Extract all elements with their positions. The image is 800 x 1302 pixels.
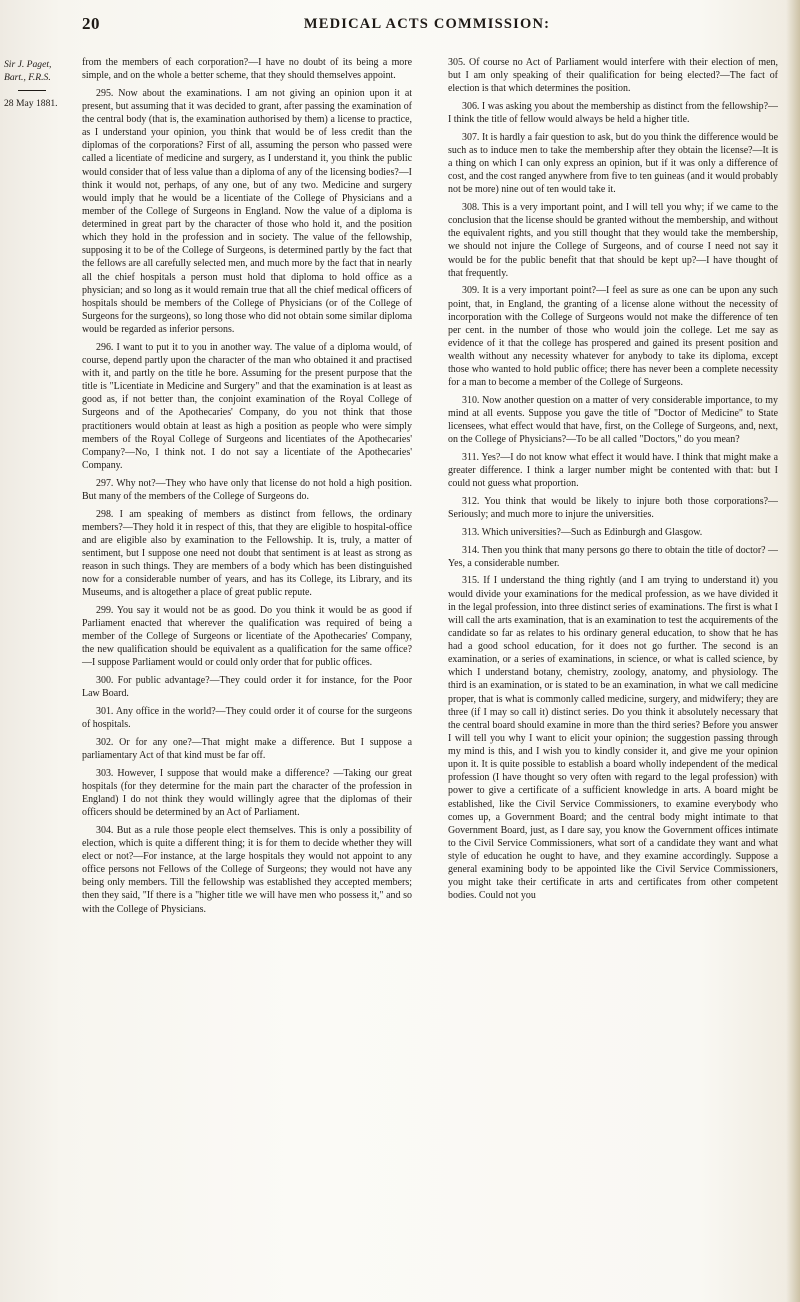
paragraph: 296. I want to put it to you in another way. The value of a diploma would, of course, depend partly upon the character of the man who obtained it and practised with it, and partly on the title he bore. Assuming for the present purpose that the title is "Licentiate in Medicine and Surgery" and that the examination is at least as good as, if not better than, the conjoint examination of the Royal College of Surgeons and of the Apothecaries' Company, do you not think that those practitioners would obtain at least as high a position as people who were simply members of the Royal College of Surgeons and licentiates of the Apothecaries' Company?—No, I think not. I do not say a licentiate of the Apothecaries' Company. [82, 341, 412, 471]
right-column [448, 56, 778, 903]
paragraph: 315. If I understand the thing rightly (and I am trying to understand it) you would divide your examinations for the medical profession, as we have divided it in the legal profession, into three distinct series of examinations. The first is what I will call the arts examination, that is an examination to test the acquirements of the candidate so far as relates to his ordinary general education, to show that he has had a good school education, for it does not go further. The second is an examination, or a series of examinations, in science, or what is called science, by which I understand botany, chemistry, zoology, anatomy, and physiology. The third is an examination, or is stated to be an examination, in what we call medicine proper, that is what is commonly called medicine, surgery, and midwifery; they are three (if I may so call it) distinct series. Do you think it absolutely necessary that the central board should examine in more than the third series? Before you answer I will tell you why I want to elicit your opinion; the suggestion passing through my mind is this, and I wish you to kindly consider it, and give me your opinion upon it. It is quite possible to establish a board wholly independent of the medical profession (I have thought so very often with regard to the legal profession) with power to give a certificate of a sufficient knowledge in arts. A board might be established, like the Civil Service Commissioners, to examine everybody who comes up, a Government Board; and the central body might intimate to that Government Board, just, as I dare say, you know the Government offices intimate to the Civil Service Commissioners, what sort of a candidate they want and what style of education he ought to have, and they examine accordingly. Suppose a general examining body to be appointed like the Civil Service Commissioners, you might take their certificate in arts and certificates from other competent bodies. Could not you [448, 575, 778, 902]
witness-name: Sir J. Paget, Bart., F.R.S. [4, 59, 52, 83]
paragraph: 308. This is a very important point, and I will tell you why; if we came to the conclusion that the license should be granted without the membership, and without the equivalent rights, and you still thought that they would take the membership, we should not injure the College of Surgeons, and of course I need not say it would be for the public benefit that that should be kept up?—I have thought of that frequently. [448, 202, 778, 279]
paragraph: 305. Of course no Act of Parliament would interfere with their election of men, but I am only speaking of their qualification for being elected?—The fact of election is that which determines the position. [448, 57, 778, 95]
paragraph: 307. It is hardly a fair question to ask, but do you think the difference would be such as to induce men to take the membership after they obtain the license?—It is a thing on which I can only express an opinion, but if it was only a difference of cost, and the cost ranged anywhere from five to ten guineas (and it would probably not be more) nine out of ten would take it. [448, 131, 778, 196]
left-column [82, 56, 412, 916]
page-header [82, 0, 772, 40]
paragraph: 303. However, I suppose that would make a difference? —Taking our great hospitals (for they determine for the main part the character of the profession in England) I do not think they would willingly agree that the diplomas of their officers should be determined by an Act of Parliament. [82, 767, 412, 819]
margin-note [4, 58, 74, 110]
paragraph: 301. Any office in the world?—They could order it of course for the surgeons of hospitals. [82, 706, 412, 731]
paragraph: 311. Yes?—I do not know what effect it would have. I think that might make a greater difference. I think a larger number might be contented with that: but I could not guess what proportion. [448, 452, 778, 490]
paragraph: 310. Now another question on a matter of very considerable importance, to my mind at all events. Suppose you gave the title of "Doctor of Medicine" to State licensees, what effect would that have, first, on the College of Surgeons, and, next, on the College of Physicians?—To be all called "Doctors," do you mean? [448, 394, 778, 446]
testimony-date: 28 May 1881. [4, 98, 58, 109]
paragraph: 297. Why not?—They who have only that license do not hold a high position. But many of the members of the College of Surgeons do. [82, 477, 412, 502]
running-title: MEDICAL ACTS COMMISSION: [303, 16, 551, 32]
paragraph: 312. You think that would be likely to injure both those corporations?—Seriously; and much more to injure the universities. [448, 496, 778, 521]
paragraph: 302. Or for any one?—That might make a difference. But I suppose a parliamentary Act of that kind must be far off. [82, 736, 412, 761]
paragraph: 295. Now about the examinations. I am not giving an opinion upon it at present, but assuming that it was decided to grant, after passing the examination of the central body (that is, the examination authorised by them) a license to practice, as I understand your opinion, you think that would be of less credit than the diplomas of the corporations? First of all, assuming the person who passed were called a licentiate of medicine and surgery, as I understand it, you think the public would consider that of less value than a diploma of any of the licensing bodies?—I think it would not, perhaps, of any one, but of any two. Medicine and surgery would imply that he would be a licentiate of the College of Physicians and a member of the College of Surgeons in England. Now the value of a diploma is determined in great part by the character of those who hold it, and the position which they hold in the profession and in society. The value of the fellowship, supposing it to be of the College of Surgeons, is determined partly by the fact that the fellows are all carefully selected men, and much more by the fact that in nearly all the chief hospitals a person must hold that diploma to hold office as a physician; and so long as it would remain true that all the chief medical officers of hospitals should be members of the College of Physicians (or of the College of Surgeons for the surgeons), so long those who did not obtain some similar diploma would be regarded as inferior persons. [82, 87, 412, 336]
margin-rule [18, 90, 46, 91]
paragraph: 306. I was asking you about the membership as distinct from the fellowship?—I think the title of fellow would always be held a higher title. [448, 100, 778, 126]
page-edge-shadow [786, 0, 800, 1302]
paragraph: 309. It is a very important point?—I feel as sure as one can be upon any such point, that, in England, the granting of a license alone without the necessity of incorporation with the College of Surgeons would not make the difference of ten per cent. in the number of those who would join the college. Let me say as evidence of it that the college has prospered and gained its present position and wealth without any necessity whatever for anybody to take its diploma, except those who wanted to hold public office; there has never been a complete necessity for a man to become a member of the College of Surgeons. [448, 285, 778, 389]
page-number: 20 [82, 14, 100, 33]
paragraph: 298. I am speaking of members as distinct from fellows, the ordinary members?—They hold it in respect of this, that they are eligible to hospital-office and are eligible also by examination to the Fellowship. It is, truly, a matter of sentiment, but I suppose one need not doubt that sentiment is at least as strong as reason in such things. They are members of a body which has been distinguished now for a considerable number of years, and has its College, its Library, and its Museums, and is altogether a place of great public repute. [82, 508, 412, 599]
paragraph: 304. But as a rule those people elect themselves. This is only a possibility of election, which is quite a different thing; it is for them to decide whether they will elect or not?—For instance, at the large hospitals they would not appoint to any office persons not Fellows of the College of Surgeons; they would not have any being only members. Till the fellowship was established they accepted members; then they said, "If there is a "higher title we will have men who possess it," and so with the College of Physicians. [82, 824, 412, 915]
paragraph: from the members of each corporation?—I have no doubt of its being a more simple, and on the whole a better scheme, that they should themselves appoint. [82, 57, 412, 82]
paragraph: 313. Which universities?—Such as Edinburgh and Glasgow. [462, 526, 703, 538]
paragraph: 299. You say it would not be as good. Do you think it would be as good if Parliament enacted that wherever the qualification was required of being a member of the College of Surgeons or licentiate of the Apothecaries' Company, the new qualification should be equivalent as a qualification for the same office?—I suppose Parliament would or could only order that for public offices. [82, 604, 412, 669]
paragraph: 314. Then you think that many persons go there to obtain the title of doctor? — Yes, a considerable number. [448, 544, 778, 569]
paragraph: 300. For public advantage?—They could order it for instance, for the Poor Law Board. [82, 675, 412, 700]
